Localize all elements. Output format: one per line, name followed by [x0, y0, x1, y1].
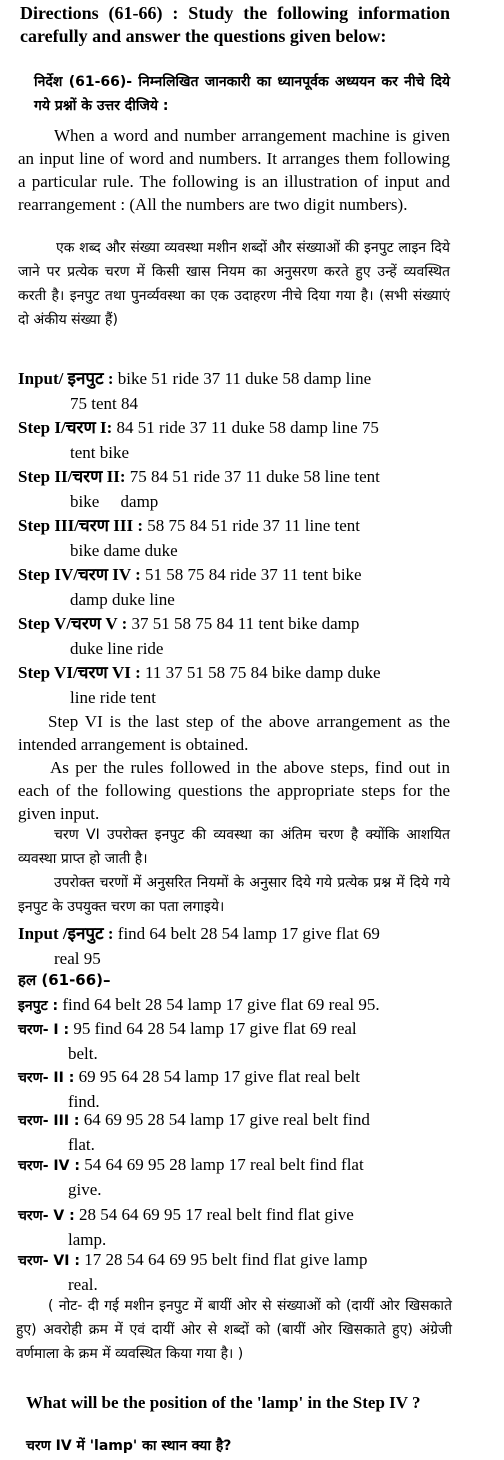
solution-label: चरण- III : — [18, 1113, 80, 1129]
solution-input — [18, 993, 452, 1018]
note-last-step-hindi: चरण VI उपरोक्त इनपुट की व्यवस्था का अंतिम चरण है क्योंकि आशयित व्यवस्था प्राप्त हो जाती है। — [18, 827, 450, 867]
example-step-5 — [18, 611, 450, 661]
solution-label: चरण- VI : — [18, 1253, 80, 1269]
example-step-6 — [18, 660, 450, 710]
example-step-line2: bike damp — [70, 492, 159, 511]
example-step-line2: damp duke line — [70, 590, 175, 609]
solution-line2: lamp. — [68, 1230, 107, 1249]
solution-label: चरण- I : — [18, 1022, 70, 1038]
example-input — [18, 366, 450, 416]
example-step-4 — [18, 562, 450, 612]
solution-line1: find 64 belt 28 54 lamp 17 give flat 69 real 95. — [62, 995, 380, 1014]
example-step-2 — [18, 464, 450, 514]
note-rules-english: As per the rules followed in the above steps, find out in each of the following questions the appropriate steps for the given input. — [18, 758, 450, 823]
directions-english: Directions (61-66) : Study the following information carefully and answer the questions given below: — [20, 3, 450, 46]
example-step-label: Step VI/चरण VI : — [18, 663, 141, 682]
example-step-line1: 11 37 51 58 75 84 bike damp duke — [145, 663, 381, 682]
example-step-3 — [18, 513, 450, 563]
example-step-label: Step IV/चरण IV : — [18, 565, 141, 584]
example-step-label: Step III/चरण III : — [18, 516, 143, 535]
solution-line1: 17 28 54 64 69 95 belt find flat give lamp — [84, 1250, 368, 1269]
given-input — [18, 921, 450, 971]
directions-hindi: निर्देश (61-66)- निम्नलिखित जानकारी का ध्यानपूर्वक अध्ययन कर नीचे दिये गये प्रश्नों के उत्तर दीजिये : — [34, 74, 450, 114]
note-rules-hindi: उपरोक्त चरणों में अनुसरित नियमों के अनुसार दिये गये प्रत्येक प्रश्न में दिये गये इनपुट के उपयुक्त चरण का पता लगाइये। — [18, 875, 450, 915]
example-step-label: Step II/चरण II: — [18, 467, 126, 486]
example-step-line1: 58 75 84 51 ride 37 11 line tent — [147, 516, 361, 535]
example-step-line2: tent bike — [70, 443, 130, 462]
solution-note-hindi: ( नोट- दी गई मशीन इनपुट में बायीं ओर से संख्याओं को (दायीं ओर खिसकाते हुए) अवरोही क्रम में एवं दायीं ओर से शब्दों को (बायीं ओर खिसकाते हुए) अंग्रेजी वर्णमाला के क्रम में व्यवस्थित किया गया है। ) — [16, 1298, 452, 1362]
solution-line1: 95 find 64 28 54 lamp 17 give flat 69 real — [73, 1019, 357, 1038]
given-input-line2: real 95 — [54, 949, 101, 968]
question-english: What will be the position of the 'lamp' in the Step IV ? — [26, 1393, 421, 1412]
example-step-1 — [18, 415, 450, 465]
solution-line1: 28 54 64 69 95 17 real belt find flat give — [78, 1205, 354, 1224]
example-input-line2: 75 tent 84 — [70, 394, 138, 413]
solution-step-5 — [18, 1203, 452, 1252]
solution-line1: 69 95 64 28 54 lamp 17 give flat real belt — [78, 1067, 360, 1086]
example-input-label: Input/ इनपुट : — [18, 369, 114, 388]
example-step-line2: bike dame duke — [70, 541, 178, 560]
intro-english: When a word and number arrangement machine is given an input line of word and numbers. It arranges them following a particular rule. The following is an illustration of input and rearrangement : (All the numbers are two digit numbers). — [18, 126, 450, 214]
solution-line2: find. — [68, 1092, 100, 1111]
solution-line2: real. — [68, 1275, 98, 1294]
example-input-line1: bike 51 ride 37 11 duke 58 damp line — [117, 369, 372, 388]
example-step-line2: duke line ride — [70, 639, 164, 658]
solution-label: इनपुट : — [18, 998, 59, 1014]
example-step-line1: 75 84 51 ride 37 11 duke 58 line tent — [129, 467, 380, 486]
solution-line2: flat. — [68, 1135, 95, 1154]
solution-label: चरण- II : — [18, 1070, 75, 1086]
example-step-label: Step I/चरण I: — [18, 418, 113, 437]
solution-line1: 64 69 95 28 54 lamp 17 give real belt find — [83, 1110, 370, 1129]
solution-label: चरण- IV : — [18, 1158, 80, 1174]
solution-line1: 54 64 69 95 28 lamp 17 real belt find flat — [84, 1155, 364, 1174]
example-step-line1: 37 51 58 75 84 11 tent bike damp — [131, 614, 360, 633]
given-input-label: Input /इनपुट : — [18, 924, 114, 943]
example-step-line2: line ride tent — [70, 688, 156, 707]
solution-label: चरण- V : — [18, 1208, 75, 1224]
solution-step-4 — [18, 1153, 452, 1202]
example-step-label: Step V/चरण V : — [18, 614, 128, 633]
example-step-line1: 84 51 ride 37 11 duke 58 damp line 75 — [116, 418, 379, 437]
solution-heading: हल (61-66)– — [18, 971, 111, 989]
intro-hindi: एक शब्द और संख्या व्यवस्था मशीन शब्दों और संख्याओं की इनपुट लाइन दिये जाने पर प्रत्येक चरण में किसी खास नियम का अनुसरण करते हुए उन्हें व्यवस्थित करती है। इनपुट तथा पुनर्व्यवस्था का एक उदाहरण नीचे दिया गया है। (सभी संख्याएं दो अंकीय संख्या हैं) — [18, 240, 450, 328]
solution-line2: give. — [68, 1180, 102, 1199]
solution-line2: belt. — [68, 1044, 98, 1063]
given-input-line1: find 64 belt 28 54 lamp 17 give flat 69 — [117, 924, 380, 943]
note-last-step-english: Step VI is the last step of the above arrangement as the intended arrangement is obtained. — [18, 712, 450, 754]
solution-step-3 — [18, 1108, 452, 1157]
question-hindi: चरण IV में 'lamp' का स्थान क्या है? — [26, 1438, 232, 1454]
solution-step-6 — [18, 1248, 452, 1297]
solution-step-1 — [18, 1017, 452, 1066]
solution-step-2 — [18, 1065, 452, 1114]
example-step-line1: 51 58 75 84 ride 37 11 tent bike — [145, 565, 362, 584]
